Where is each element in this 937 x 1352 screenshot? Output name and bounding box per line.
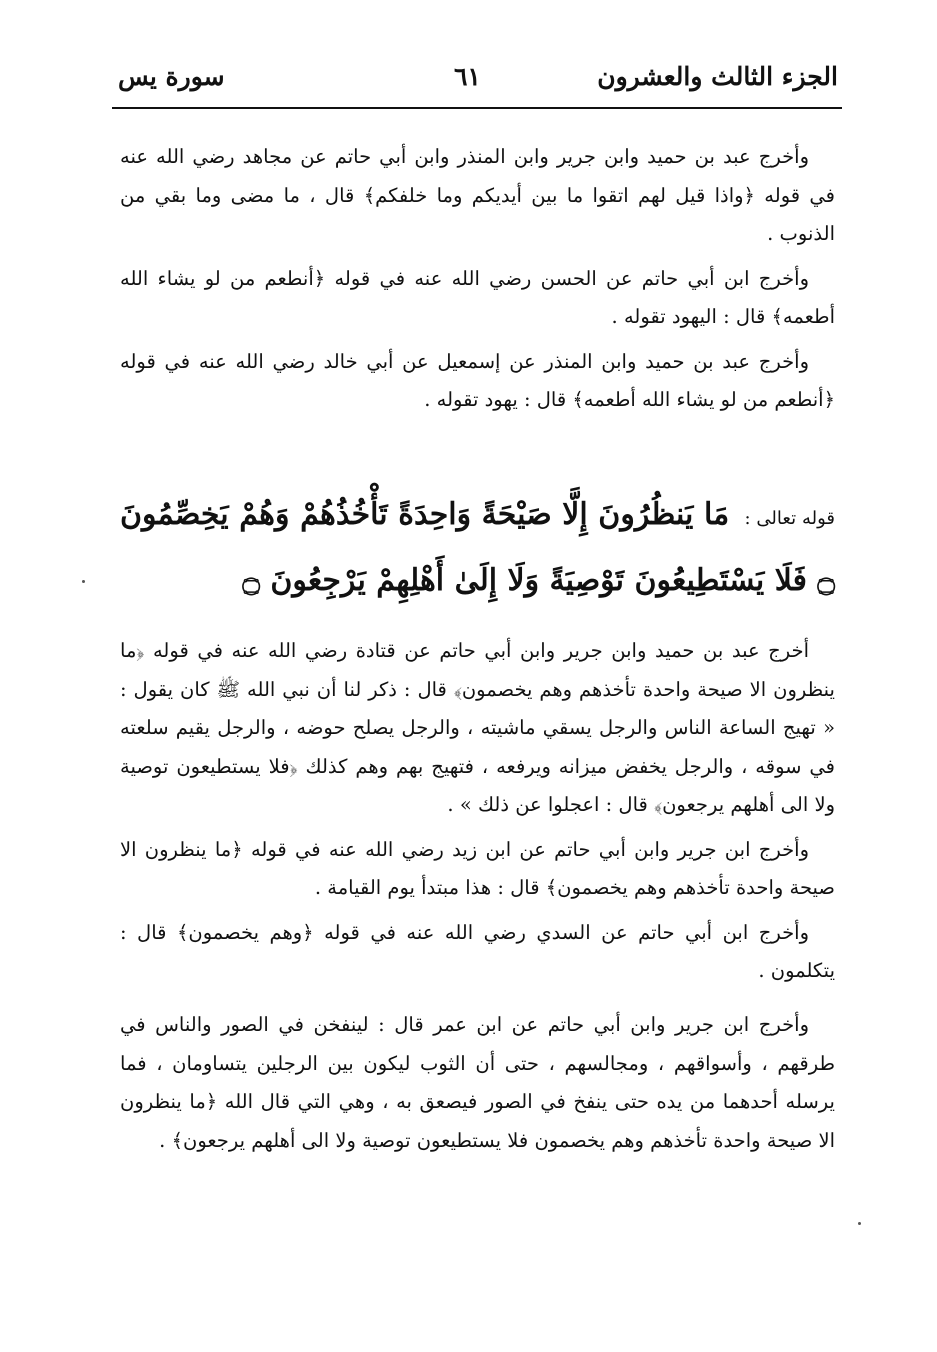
paragraph-ismail: وأخرج عبد بن حميد وابن المنذر عن إسمعيل عن أبي خالد رضي الله عنه في قوله ﴿أنطعم من لو يشاء الله أطعمه﴾ قال : يهود تقوله . [120, 349, 835, 411]
juz-title: الجزء الثالث والعشرون [597, 62, 838, 91]
commentary-section-3 [120, 1006, 835, 1160]
scan-speck [82, 580, 85, 583]
running-header [118, 62, 838, 104]
verse-lead: قوله تعالى : [744, 508, 835, 529]
paragraph-mujahid: وأخرج عبد بن حميد وابن جرير وابن المنذر وابن أبي حاتم عن مجاهد رضي الله عنه في قوله ﴿واذا قيل لهم اتقوا ما بين أيديكم وما خلفكم﴾ قال ، ما مضى وما بقي من الذنوب . [120, 145, 835, 245]
paragraph-qatada: أخرج عبد بن حميد وابن جرير وابن أبي حاتم عن قتادة رضي الله عنه في قوله ﴿ما ينظرون الا صيحة واحدة تأخذهم وهم يخصمون﴾ قال : ذكر لنا أن نبي الله ﷺ كان يقول : « تهيج الساعة الناس والرجل يسقي ماشيته ، والرجل يصلح حوضه ، والرجل يقيم سلعته في سوقه ، والرجل يخفض ميزانه ويرفعه ، فتهيج بهم وهم كذلك ﴿فلا يستطيعون توصية ولا الى أهلهم يرجعون﴾ قال : اعجلوا عن ذلك » . [120, 639, 835, 816]
quran-verse [120, 484, 835, 616]
paragraph-ibn-zayd: وأخرج ابن جرير وابن أبي حاتم عن ابن زيد رضي الله عنه في قوله ﴿ما ينظرون الا صيحة واحدة تأخذهم وهم يخصمون﴾ قال : هذا مبتدأ يوم القيامة . [120, 837, 835, 899]
verse-text: مَا يَنظُرُونَ إِلَّا صَيْحَةً وَاحِدَةً تَأْخُذُهُمْ وَهُمْ يَخِصِّمُونَ ۝ فَلَا يَسْتَطِيعُونَ تَوْصِيَةً وَلَا إِلَىٰ أَهْلِهِمْ يَرْجِعُونَ ۝ [120, 497, 835, 598]
paragraph-ibn-umar: وأخرج ابن جرير وابن أبي حاتم عن ابن عمر قال : لينفخن في الصور والناس في طرقهم ، وأسواقهم ، ومجالسهم ، حتى أن الثوب ليكون بين الرجلين يتساومان ، فما يرسله أحدهما من يده حتى ينفخ في الصور فيصعق به ، وهي التي قال الله ﴿ما ينظرون الا صيحة واحدة تأخذهم وهم يخصمون فلا يستطيعون توصية ولا الى أهلهم يرجعون﴾ . [120, 1013, 835, 1152]
page-number: ٦١ [454, 62, 481, 91]
surah-title: سورة يس [118, 62, 225, 91]
header-rule [112, 107, 842, 109]
commentary-section-2 [120, 632, 835, 991]
scan-speck [858, 1222, 861, 1225]
paragraph-hasan: وأخرج ابن أبي حاتم عن الحسن رضي الله عنه في قوله ﴿أنطعم من لو يشاء الله أطعمه﴾ قال : اليهود تقوله . [120, 266, 835, 328]
paragraph-suddi: وأخرج ابن أبي حاتم عن السدي رضي الله عنه في قوله ﴿وهم يخصمون﴾ قال : يتكلمون . [120, 920, 835, 982]
commentary-section-1 [120, 138, 835, 420]
